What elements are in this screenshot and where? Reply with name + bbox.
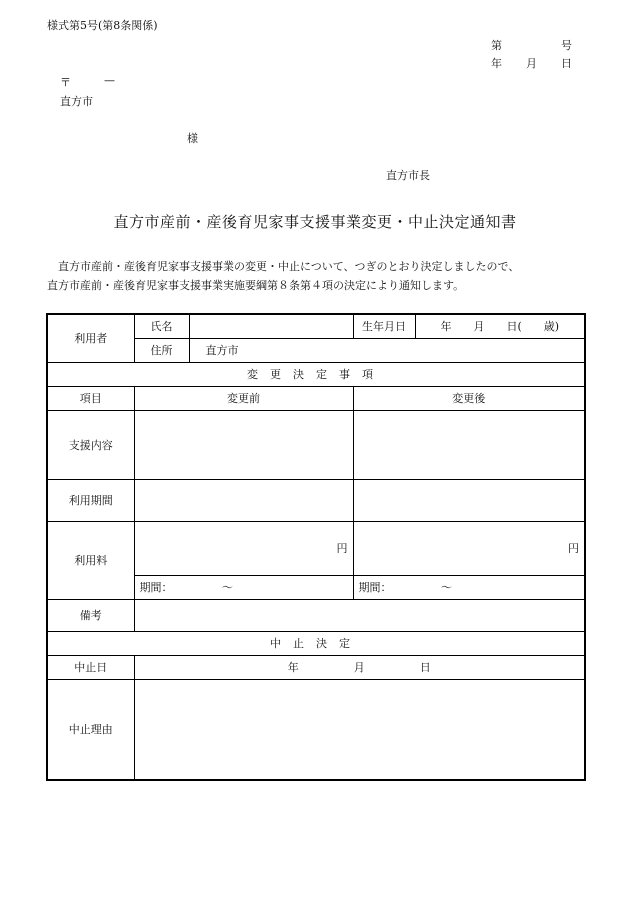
usage-period-after-field[interactable]	[353, 479, 585, 521]
fee-period-after[interactable]: 期間： ～	[353, 575, 585, 599]
usage-period-before-field[interactable]	[134, 479, 353, 521]
fee-after-yen[interactable]: 円	[353, 521, 585, 575]
support-content-after-field[interactable]	[353, 410, 585, 479]
document-number-suffix: 号	[561, 39, 572, 52]
after-label: 変更後	[353, 386, 585, 410]
name-value-field[interactable]	[189, 314, 353, 338]
cancel-section-header: 中止決定	[47, 631, 585, 655]
form-number-label: 様式第5号(第8条関係)	[47, 19, 158, 32]
recipient-honorific: 様	[187, 132, 198, 145]
fee-period-before[interactable]: 期間： ～	[134, 575, 353, 599]
date-month-label: 月	[526, 57, 537, 70]
support-content-before-field[interactable]	[134, 410, 353, 479]
body-line-1: 直方市産前・産後育児家事支援事業の変更・中止について、つぎのとおり決定しましたので、	[58, 260, 520, 273]
remarks-field[interactable]	[134, 599, 585, 631]
sender-name: 直方市長	[386, 169, 430, 182]
notice-table	[46, 313, 586, 781]
cancel-reason-field[interactable]	[134, 679, 585, 780]
body-line-2: 直方市産前・産後育児家事支援事業実施要綱第８条第４項の決定により通知します。	[47, 279, 465, 292]
postal-mark: 〒	[60, 76, 71, 89]
cancel-reason-label: 中止理由	[47, 679, 134, 780]
date-year-label: 年	[491, 57, 502, 70]
support-content-label: 支援内容	[47, 410, 134, 479]
user-label: 利用者	[47, 314, 134, 362]
date-day-label: 日	[561, 57, 572, 70]
name-label: 氏名	[134, 314, 189, 338]
birth-value[interactable]: 年 月 日( 歳)	[415, 314, 585, 338]
change-section-header: 変更決定事項	[47, 362, 585, 386]
before-label: 変更前	[134, 386, 353, 410]
cancel-date-label: 中止日	[47, 655, 134, 679]
usage-period-label: 利用期間	[47, 479, 134, 521]
address-value[interactable]: 直方市	[189, 338, 585, 362]
birth-label: 生年月日	[353, 314, 415, 338]
recipient-city: 直方市	[60, 95, 93, 108]
page-title: 直方市産前・産後育児家事支援事業変更・中止決定通知書	[113, 213, 517, 231]
address-label: 住所	[134, 338, 189, 362]
remarks-label: 備考	[47, 599, 134, 631]
document-number-prefix: 第	[491, 39, 502, 52]
postal-dash: —	[104, 74, 115, 87]
fee-label: 利用料	[47, 521, 134, 599]
fee-before-yen[interactable]: 円	[134, 521, 353, 575]
item-label: 項目	[47, 386, 134, 410]
cancel-date-value[interactable]: 年 月 日	[134, 655, 585, 679]
